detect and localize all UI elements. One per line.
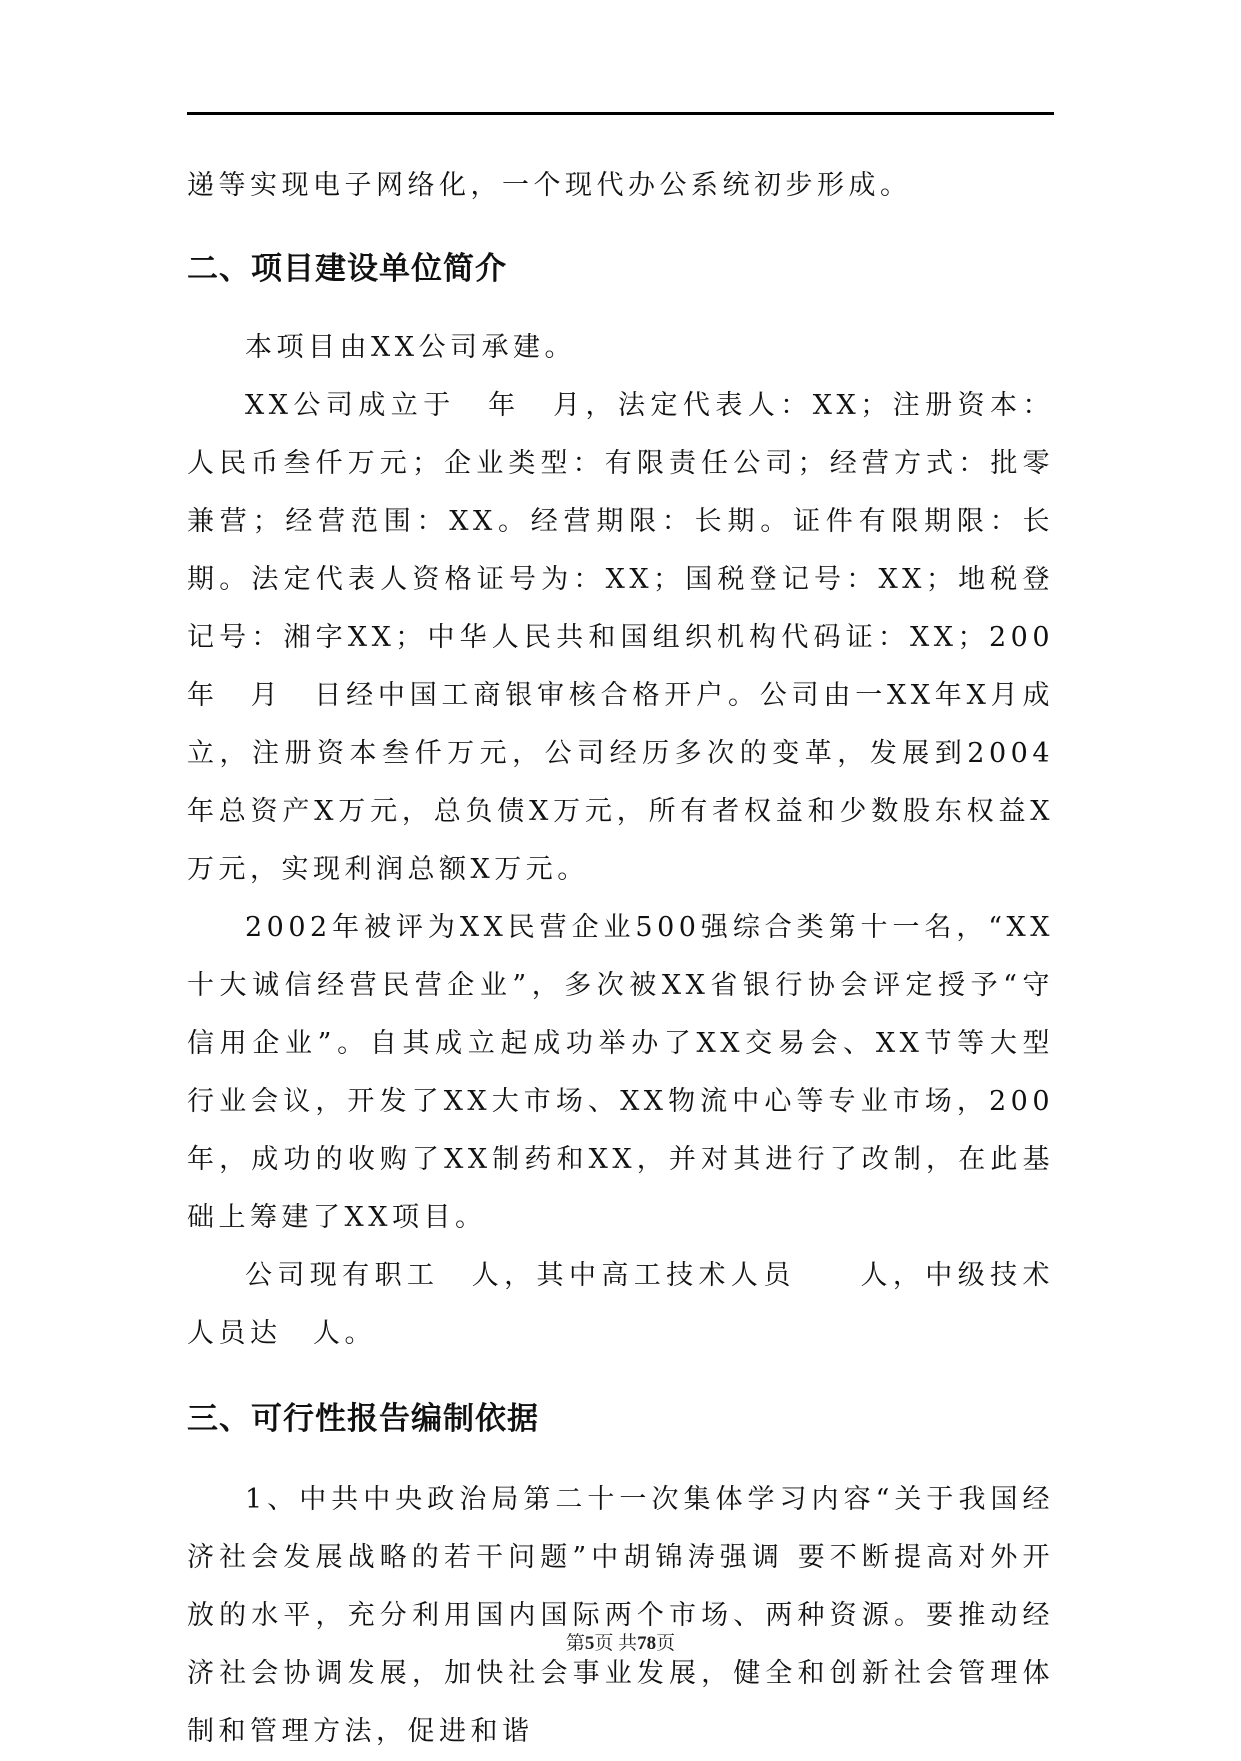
footer-suffix: 页 xyxy=(656,1633,676,1654)
page-total: 78 xyxy=(637,1633,657,1654)
header-rule xyxy=(187,112,1054,115)
paragraph-5: 1、中共中央政治局第二十一次集体学习内容“关于我国经济社会发展战略的若干问题”中胡锦涛强调 要不断提高对外开放的水平，充分利用国内国际两个市场、两种资源。要推动经济社会协调发展，加快社会事业发展，健全和创新社会管理体制和管理方法，促进和谐 xyxy=(187,1484,1054,1747)
footer-middle: 页 共 xyxy=(594,1633,638,1654)
page-number: 5 xyxy=(584,1633,595,1654)
section-heading-3: 三、可行性报告编制依据 xyxy=(187,1401,539,1437)
paragraph-2: XX公司成立于 年 月，法定代表人：XX；注册资本：人民币叁仟万元；企业类型：有限责任公司；经营方式：批零兼营；经营范围：XX。经营期限：长期。证件有限期限：长期。法定代表人资格证号为：XX；国税登记号：XX；地税登记号：湘字XX；中华人民共和国组织机构代码证：XX；200 年 月 日经中国工商银审核合格开户。公司由一XX年X月成立，注册资本叁仟万元，公司经历多次的变革，发展到2004年总资产X万元，总负债X万元，所有者权益和少数股东权益X万元，实现利润总额X万元。 xyxy=(187,390,1086,885)
paragraph-1: 本项目由XX公司承建。 xyxy=(245,332,576,363)
page-footer xyxy=(0,1628,1241,1655)
footer-prefix: 第 xyxy=(565,1633,585,1654)
paragraph-continued: 递等实现电子网络化，一个现代办公系统初步形成。 xyxy=(187,170,912,201)
section-heading-2: 二、项目建设单位简介 xyxy=(187,251,507,287)
paragraph-3: 2002年被评为XX民营企业500强综合类第十一名，“XX十大诚信经营民营企业”，多次被XX省银行协会评定授予“守信用企业”。自其成立起成功举办了XX交易会、XX节等大型行业会议，开发了XX大市场、XX物流中心等专业市场，200 年，成功的收购了XX制药和XX，并对其进行了改制，在此基础上筹建了XX项目。 xyxy=(187,912,1086,1233)
paragraph-4: 公司现有职工 人，其中高工技术人员 人，中级技术人员达 人。 xyxy=(187,1260,1054,1349)
document-body xyxy=(187,157,1086,1761)
